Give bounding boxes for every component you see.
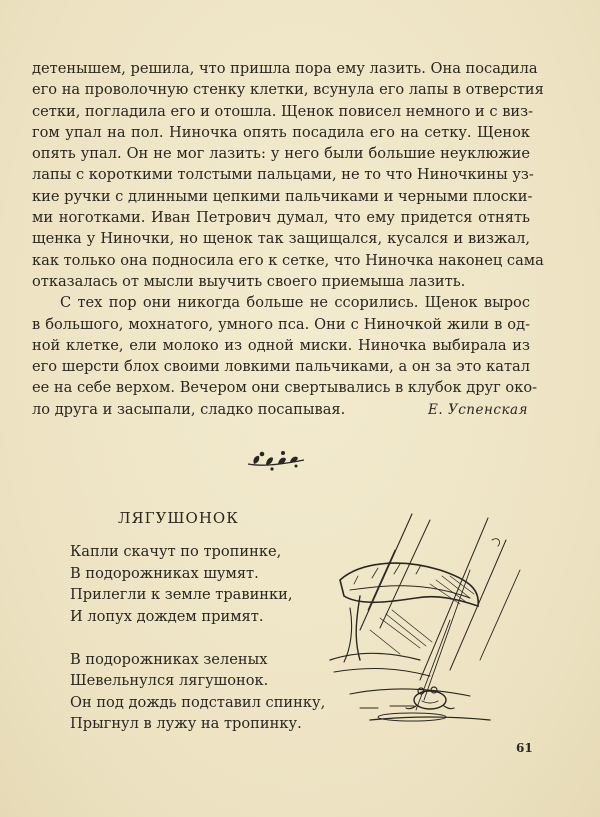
text-line: кие ручки с длинными цепкими пальчиками и черными плоски- xyxy=(32,187,533,205)
text-line: ло друга и засыпали, сладко посапывая. xyxy=(32,400,346,418)
poem-line: Шевельнулся лягушонок. xyxy=(70,672,269,689)
page-number: 61 xyxy=(516,741,533,755)
poem-line: Он под дождь подставил спинку, xyxy=(70,693,326,711)
text-line: детенышем, решила, что пришла пора ему лазить. Она посадила xyxy=(32,60,538,77)
paragraph-2 xyxy=(32,292,538,420)
text-line: гом упал на пол. Ниночка опять посадила его на сетку. Щенок xyxy=(32,123,530,141)
poem-line: Капли скачут по тропинке, xyxy=(70,543,282,560)
text-line: как только она подносила его к сетке, что Ниночка наконец сама xyxy=(32,251,544,269)
text-line: отказалась от мысли выучить своего приемыша лазить. xyxy=(32,272,466,290)
text-line: щенка у Ниночки, но щенок так защищался, кусался и визжал, xyxy=(32,230,530,248)
paragraph-1 xyxy=(32,58,544,292)
text-line: С тех пор они никогда больше не ссорились. Щенок вырос xyxy=(60,294,530,312)
story-text xyxy=(32,58,544,420)
poem-line: И лопух дождем примят. xyxy=(70,607,264,625)
poem-text xyxy=(70,541,330,756)
text-line: опять упал. Он не мог лазить: у него были большие неуклюжие xyxy=(32,145,530,163)
text-line: сетки, погладила его и отошла. Щенок повисел немного и с виз- xyxy=(32,102,534,120)
poem-stanza-2 xyxy=(70,649,330,735)
poem-line: В подорожниках зеленых xyxy=(70,650,268,668)
poem-line: Прыгнул в лужу на тропинку. xyxy=(70,715,302,732)
poem-title: ЛЯГУШОНОК xyxy=(118,509,239,527)
floral-ornament-icon xyxy=(244,444,308,472)
text-line: его на проволочную стенку клетки, всунула его лапы в отверстия xyxy=(32,81,544,99)
poem-line: Прилегли к земле травинки, xyxy=(70,586,293,603)
text-line: его шерсти блох своими ловкими пальчиками, а он за это катал xyxy=(32,358,530,376)
text-line: ми ноготками. Иван Петрович думал, что ему придется отнять xyxy=(32,209,530,227)
text-line: ной клетке, ели молоко из одной миски. Ниночка выбирала из xyxy=(32,336,530,354)
text-line: в большого, мохнатого, умного пса. Они с Ниночкой жили в од- xyxy=(32,315,530,333)
frog-rain-illustration xyxy=(320,510,530,740)
text-line: ее на себе верхом. Вечером они свертывались в клубок друг око- xyxy=(32,379,538,397)
text-line: лапы с короткими толстыми пальцами, не то что Ниночкины уз- xyxy=(32,166,534,184)
poem-stanza-1 xyxy=(70,541,330,627)
poem-line: В подорожниках шумят. xyxy=(70,564,259,582)
author-signature: Е. Успенская xyxy=(428,402,528,418)
